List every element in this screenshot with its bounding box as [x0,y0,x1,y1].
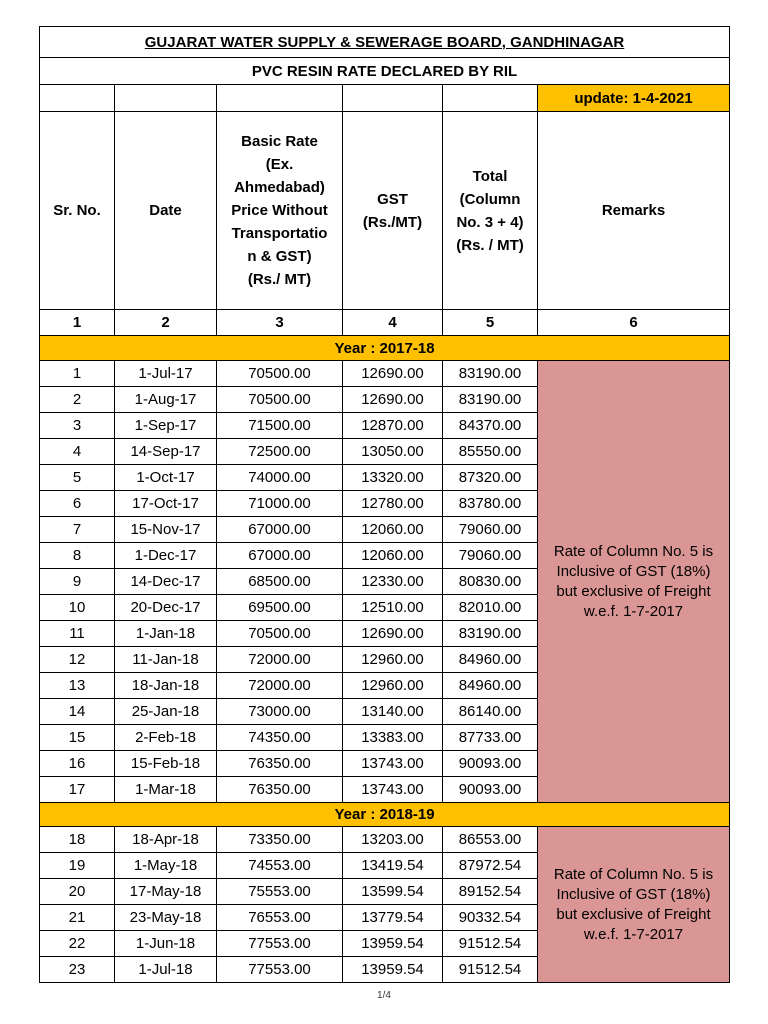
cell-basic: 68500.00 [217,569,343,595]
update-date: update: 1-4-2021 [538,85,730,112]
column-number: 2 [115,310,217,336]
remarks-cell [538,361,730,803]
blank-cell [217,85,343,112]
cell-total: 80830.00 [443,569,538,595]
cell-sr: 7 [40,517,115,543]
cell-sr: 16 [40,751,115,777]
cell-basic: 71000.00 [217,491,343,517]
column-header-total: Total (Column No. 3 + 4) (Rs. / MT) [443,112,538,310]
cell-total: 83190.00 [443,621,538,647]
cell-total: 85550.00 [443,439,538,465]
cell-basic: 72000.00 [217,647,343,673]
cell-total: 84960.00 [443,647,538,673]
cell-date: 11-Jan-18 [115,647,217,673]
cell-date: 20-Dec-17 [115,595,217,621]
cell-gst: 13140.00 [343,699,443,725]
cell-sr: 1 [40,361,115,387]
cell-date: 2-Feb-18 [115,725,217,751]
cell-gst: 12060.00 [343,543,443,569]
cell-gst: 13203.00 [343,827,443,853]
cell-date: 1-Aug-17 [115,387,217,413]
cell-total: 87972.54 [443,853,538,879]
cell-sr: 19 [40,853,115,879]
cell-sr: 18 [40,827,115,853]
cell-gst: 13383.00 [343,725,443,751]
cell-basic: 74553.00 [217,853,343,879]
cell-sr: 6 [40,491,115,517]
cell-sr: 23 [40,957,115,983]
cell-gst: 12330.00 [343,569,443,595]
table-row [40,827,730,853]
cell-basic: 70500.00 [217,361,343,387]
cell-basic: 70500.00 [217,387,343,413]
cell-total: 86140.00 [443,699,538,725]
cell-total: 90332.54 [443,905,538,931]
cell-total: 83780.00 [443,491,538,517]
cell-sr: 4 [40,439,115,465]
remarks-cell [538,827,730,983]
cell-total: 90093.00 [443,777,538,803]
cell-date: 17-Oct-17 [115,491,217,517]
column-number: 1 [40,310,115,336]
cell-gst: 13743.00 [343,751,443,777]
cell-basic: 72500.00 [217,439,343,465]
cell-sr: 15 [40,725,115,751]
pvc-rate-table [39,26,730,983]
cell-gst: 12060.00 [343,517,443,543]
cell-date: 1-Sep-17 [115,413,217,439]
column-number: 5 [443,310,538,336]
cell-sr: 21 [40,905,115,931]
column-header-sr-no: Sr. No. [40,112,115,310]
cell-gst: 13743.00 [343,777,443,803]
cell-date: 1-Jan-18 [115,621,217,647]
cell-sr: 17 [40,777,115,803]
cell-basic: 73000.00 [217,699,343,725]
cell-sr: 20 [40,879,115,905]
column-header-basic-rate: Basic Rate (Ex. Ahmedabad) Price Without Transportatio n & GST) (Rs./ MT) [217,112,343,310]
cell-total: 84370.00 [443,413,538,439]
cell-total: 89152.54 [443,879,538,905]
cell-basic: 73350.00 [217,827,343,853]
blank-cell [40,85,115,112]
cell-gst: 13419.54 [343,853,443,879]
cell-gst: 13779.54 [343,905,443,931]
remark-line: Inclusive of GST (18%) [556,562,711,580]
cell-basic: 77553.00 [217,931,343,957]
cell-gst: 12960.00 [343,647,443,673]
cell-basic: 76350.00 [217,777,343,803]
column-header-remarks: Remarks [538,112,730,310]
cell-basic: 71500.00 [217,413,343,439]
cell-date: 18-Jan-18 [115,673,217,699]
cell-date: 1-Jul-18 [115,957,217,983]
cell-date: 1-Oct-17 [115,465,217,491]
cell-gst: 13320.00 [343,465,443,491]
cell-date: 1-Mar-18 [115,777,217,803]
document-subtitle: PVC RESIN RATE DECLARED BY RIL [40,58,730,85]
cell-gst: 12690.00 [343,361,443,387]
cell-basic: 74350.00 [217,725,343,751]
cell-gst: 13599.54 [343,879,443,905]
cell-date: 1-Jul-17 [115,361,217,387]
cell-basic: 67000.00 [217,517,343,543]
cell-basic: 72000.00 [217,673,343,699]
cell-date: 15-Feb-18 [115,751,217,777]
cell-date: 18-Apr-18 [115,827,217,853]
cell-total: 91512.54 [443,931,538,957]
blank-cell [443,85,538,112]
column-number: 3 [217,310,343,336]
column-number: 6 [538,310,730,336]
cell-total: 82010.00 [443,595,538,621]
cell-total: 84960.00 [443,673,538,699]
blank-cell [343,85,443,112]
cell-total: 87320.00 [443,465,538,491]
cell-sr: 22 [40,931,115,957]
remark-line: Rate of Column No. 5 is [553,865,714,883]
cell-sr: 2 [40,387,115,413]
cell-gst: 12690.00 [343,387,443,413]
cell-total: 91512.54 [443,957,538,983]
cell-date: 17-May-18 [115,879,217,905]
cell-date: 25-Jan-18 [115,699,217,725]
cell-total: 86553.00 [443,827,538,853]
cell-total: 83190.00 [443,361,538,387]
cell-total: 79060.00 [443,543,538,569]
cell-gst: 12690.00 [343,621,443,647]
cell-gst: 12510.00 [343,595,443,621]
cell-date: 1-Dec-17 [115,543,217,569]
cell-basic: 76553.00 [217,905,343,931]
cell-total: 90093.00 [443,751,538,777]
cell-date: 15-Nov-17 [115,517,217,543]
cell-total: 79060.00 [443,517,538,543]
cell-gst: 13959.54 [343,931,443,957]
cell-date: 23-May-18 [115,905,217,931]
table-row [40,361,730,387]
page-number: 1/4 [377,990,391,1001]
cell-date: 1-Jun-18 [115,931,217,957]
cell-gst: 12960.00 [343,673,443,699]
cell-basic: 74000.00 [217,465,343,491]
cell-basic: 75553.00 [217,879,343,905]
cell-sr: 8 [40,543,115,569]
cell-date: 14-Sep-17 [115,439,217,465]
cell-date: 14-Dec-17 [115,569,217,595]
remark-line: Rate of Column No. 5 is [553,542,714,560]
year-heading: Year : 2017-18 [40,336,730,361]
cell-basic: 70500.00 [217,621,343,647]
remark-line: w.e.f. 1-7-2017 [583,602,684,620]
remark-line: w.e.f. 1-7-2017 [583,925,684,943]
cell-sr: 5 [40,465,115,491]
remark-line: but exclusive of Freight [556,582,711,600]
cell-sr: 3 [40,413,115,439]
cell-gst: 12780.00 [343,491,443,517]
cell-total: 83190.00 [443,387,538,413]
cell-basic: 69500.00 [217,595,343,621]
year-heading: Year : 2018-19 [40,803,730,827]
cell-gst: 13959.54 [343,957,443,983]
cell-gst: 12870.00 [343,413,443,439]
remark-line: but exclusive of Freight [556,905,711,923]
cell-sr: 12 [40,647,115,673]
cell-basic: 77553.00 [217,957,343,983]
remark-line: Inclusive of GST (18%) [556,885,711,903]
cell-date: 1-May-18 [115,853,217,879]
cell-sr: 10 [40,595,115,621]
cell-gst: 13050.00 [343,439,443,465]
column-header-gst: GST (Rs./MT) [343,112,443,310]
cell-sr: 11 [40,621,115,647]
document-title: GUJARAT WATER SUPPLY & SEWERAGE BOARD, GANDHINAGAR [40,27,730,58]
cell-basic: 76350.00 [217,751,343,777]
cell-sr: 14 [40,699,115,725]
cell-basic: 67000.00 [217,543,343,569]
column-header-date: Date [115,112,217,310]
cell-total: 87733.00 [443,725,538,751]
blank-cell [115,85,217,112]
cell-sr: 13 [40,673,115,699]
column-number: 4 [343,310,443,336]
cell-sr: 9 [40,569,115,595]
